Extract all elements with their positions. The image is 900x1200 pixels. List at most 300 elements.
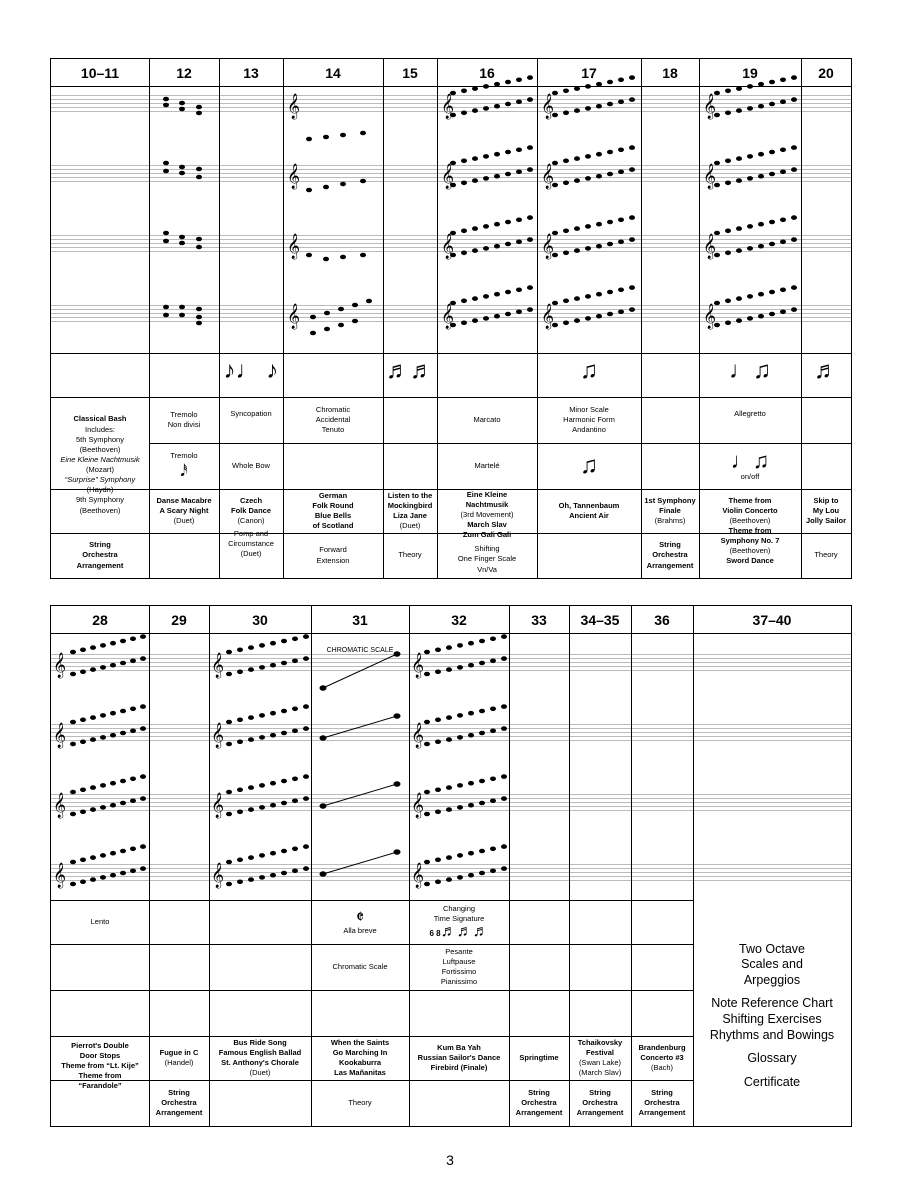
notehead: [516, 240, 522, 245]
notehead: [226, 790, 232, 795]
extras-cell: Theory: [348, 1097, 372, 1107]
notehead: [281, 871, 287, 876]
notehead: [292, 847, 298, 852]
notehead: [527, 307, 533, 312]
songs-cell: When the Saints Go Marching In Kookaburra Las Mañanitas: [330, 1037, 390, 1078]
svg-text:𝄞: 𝄞: [211, 723, 225, 748]
notehead: [607, 80, 613, 85]
notehead: [461, 251, 467, 256]
notehead: [607, 102, 613, 107]
notehead: [563, 299, 569, 304]
notehead: [483, 294, 489, 299]
notehead: [468, 781, 474, 786]
col-header: 17: [581, 64, 597, 81]
notehead: [90, 807, 96, 812]
notehead: [435, 648, 441, 653]
notehead: [292, 799, 298, 804]
notehead: [248, 715, 254, 720]
svg-text:𝄞: 𝄞: [211, 653, 225, 678]
notehead: [226, 650, 232, 655]
col-header: 15: [402, 64, 418, 81]
notehead: [618, 310, 624, 315]
notehead: [596, 292, 602, 297]
notehead: [585, 176, 591, 181]
notehead: [435, 718, 441, 723]
svg-text:𝄞: 𝄞: [53, 723, 67, 748]
notehead: [618, 218, 624, 223]
notehead: [725, 181, 731, 186]
notehead: [563, 321, 569, 326]
notehead: [90, 645, 96, 650]
notehead: [248, 737, 254, 742]
notehead: [80, 810, 86, 815]
notehead: [110, 663, 116, 668]
notehead: [769, 150, 775, 155]
notehead: [791, 167, 797, 172]
notehead: [70, 742, 76, 747]
notehead: [479, 779, 485, 784]
notehead: [457, 853, 463, 858]
notehead: [791, 75, 797, 80]
notehead: [479, 871, 485, 876]
notehead: [736, 248, 742, 253]
notehead: [585, 294, 591, 299]
notehead: [281, 709, 287, 714]
notehead: [270, 641, 276, 646]
notehead: [140, 866, 146, 871]
svg-text:𝄞: 𝄞: [411, 863, 425, 888]
notehead: [110, 803, 116, 808]
notehead: [585, 246, 591, 251]
notehead: [270, 781, 276, 786]
svg-text:𝄞: 𝄞: [541, 94, 555, 119]
notehead: [237, 718, 243, 723]
notehead: [90, 785, 96, 790]
extras-cell: Theory: [814, 550, 838, 560]
notehead: [483, 106, 489, 111]
notehead: [461, 181, 467, 186]
notehead: [292, 777, 298, 782]
notehead: [607, 172, 613, 177]
notehead: [501, 656, 507, 661]
notehead: [446, 785, 452, 790]
notehead: [468, 641, 474, 646]
notehead: [446, 715, 452, 720]
notehead: [505, 102, 511, 107]
notehead: [747, 106, 753, 111]
notehead: [527, 75, 533, 80]
notehead: [780, 310, 786, 315]
notehead: [303, 774, 309, 779]
notehead: [90, 855, 96, 860]
songs-cell: Oh, Tannenbaum Ancient Air: [558, 500, 620, 520]
songs-cell: Eine Kleine Nachtmusik (3rd Movement) March Slav Zum Gali Gali: [460, 489, 514, 540]
notehead: [780, 288, 786, 293]
notehead: [270, 803, 276, 808]
extras-cell: String Orchestra Arrangement: [76, 540, 124, 570]
notehead: [574, 156, 580, 161]
svg-text:𝄞: 𝄞: [441, 94, 455, 119]
notehead: [596, 244, 602, 249]
terms-cell: 𝄵 Alla breve: [343, 906, 377, 935]
notehead: [303, 866, 309, 871]
notehead: [483, 316, 489, 321]
notehead: [736, 178, 742, 183]
rhythm-figure: ♩♫: [729, 357, 771, 384]
svg-text:𝄞: 𝄞: [53, 793, 67, 818]
notehead: [90, 667, 96, 672]
svg-text:𝄞: 𝄞: [541, 304, 555, 329]
notehead: [563, 89, 569, 94]
notehead: [618, 240, 624, 245]
notehead: [483, 224, 489, 229]
notehead: [90, 715, 96, 720]
col-header: 20: [818, 64, 834, 81]
notehead: [527, 215, 533, 220]
songs-cell: 1st Symphony Finale (Brahms): [644, 495, 696, 526]
notehead: [629, 167, 635, 172]
notehead: [110, 781, 116, 786]
notehead: [563, 229, 569, 234]
notehead: [226, 812, 232, 817]
notation-top: [51, 59, 851, 349]
notehead: [226, 672, 232, 677]
notehead: [281, 639, 287, 644]
notehead: [501, 726, 507, 731]
notehead: [457, 735, 463, 740]
extras-cell: String Orchestra Arrangement: [576, 1087, 624, 1118]
notehead: [270, 711, 276, 716]
col-header: 14: [325, 64, 341, 81]
notehead: [110, 733, 116, 738]
notehead: [424, 812, 430, 817]
notehead: [563, 159, 569, 164]
rhythm-figure: ♪♩ ♪: [223, 357, 279, 384]
notehead: [110, 641, 116, 646]
notehead: [303, 726, 309, 731]
notehead: [226, 860, 232, 865]
notehead: [461, 299, 467, 304]
notehead: [769, 80, 775, 85]
notehead: [281, 661, 287, 666]
lesson-chart-bottom: [50, 605, 852, 1127]
notehead: [226, 720, 232, 725]
notehead: [618, 170, 624, 175]
notehead: [758, 222, 764, 227]
notehead: [574, 318, 580, 323]
col-header: 36: [654, 611, 670, 628]
svg-text:𝄞: 𝄞: [703, 234, 717, 259]
svg-text:𝄞: 𝄞: [411, 653, 425, 678]
notehead: [505, 312, 511, 317]
svg-text:𝄞: 𝄞: [53, 863, 67, 888]
notehead: [457, 665, 463, 670]
notehead: [527, 97, 533, 102]
notehead: [574, 178, 580, 183]
notehead: [70, 882, 76, 887]
col-header: 18: [662, 64, 678, 81]
notehead: [424, 672, 430, 677]
notehead: [270, 733, 276, 738]
notehead: [140, 774, 146, 779]
notehead: [769, 102, 775, 107]
songs-cell: Czech Folk Dance (Canon): [230, 495, 271, 526]
notehead: [490, 847, 496, 852]
notehead: [446, 807, 452, 812]
notehead: [472, 318, 478, 323]
notehead: [237, 788, 243, 793]
notehead: [259, 643, 265, 648]
notehead: [461, 229, 467, 234]
notehead: [747, 154, 753, 159]
notehead: [574, 248, 580, 253]
notehead: [505, 150, 511, 155]
notehead: [468, 663, 474, 668]
notehead: [248, 785, 254, 790]
notehead: [303, 656, 309, 661]
notehead: [780, 78, 786, 83]
songs-cell: Springtime: [519, 1052, 559, 1062]
svg-text:𝄞: 𝄞: [703, 94, 717, 119]
terms-cell: Chromatic Accidental Tenuto: [315, 404, 351, 435]
extras-cell: Shifting One Finger Scale Vn/Va: [457, 544, 517, 574]
notehead: [747, 294, 753, 299]
notehead: [574, 226, 580, 231]
terms-cell: Tremolo 𝅘𝅥𝅰: [170, 451, 198, 479]
notehead: [80, 740, 86, 745]
notehead: [505, 172, 511, 177]
notehead: [618, 78, 624, 83]
notehead: [281, 849, 287, 854]
notehead: [501, 844, 507, 849]
notehead: [303, 796, 309, 801]
notehead: [501, 704, 507, 709]
notehead: [259, 875, 265, 880]
notation-bottom: [51, 606, 851, 906]
notehead: [140, 844, 146, 849]
notehead: [596, 104, 602, 109]
notehead: [725, 229, 731, 234]
notehead: [769, 312, 775, 317]
notehead: [70, 672, 76, 677]
notehead: [237, 670, 243, 675]
notehead: [736, 226, 742, 231]
notehead: [237, 648, 243, 653]
svg-text:𝄞: 𝄞: [287, 164, 301, 189]
notehead: [725, 321, 731, 326]
svg-text:𝄞: 𝄞: [541, 164, 555, 189]
notehead: [270, 873, 276, 878]
notehead: [130, 729, 136, 734]
svg-text:𝄞: 𝄞: [441, 234, 455, 259]
notehead: [80, 670, 86, 675]
notehead: [100, 853, 106, 858]
notehead: [629, 97, 635, 102]
notehead: [574, 296, 580, 301]
svg-text:𝄞: 𝄞: [703, 304, 717, 329]
col-header: 37–40: [752, 611, 792, 628]
notehead: [303, 844, 309, 849]
svg-text:𝄞: 𝄞: [53, 653, 67, 678]
col-header: 29: [171, 611, 187, 628]
notehead: [468, 873, 474, 878]
notehead: [140, 634, 146, 639]
notehead: [120, 779, 126, 784]
notehead: [90, 877, 96, 882]
notehead: [758, 104, 764, 109]
notehead: [501, 634, 507, 639]
notehead: [140, 656, 146, 661]
notehead: [585, 154, 591, 159]
terms-cell: Martelé: [474, 460, 500, 470]
notehead: [457, 713, 463, 718]
notehead: [100, 665, 106, 670]
notehead: [490, 707, 496, 712]
rhythm-figure: ♬♬: [386, 357, 434, 384]
notehead: [479, 849, 485, 854]
notehead: [472, 248, 478, 253]
notehead: [769, 220, 775, 225]
notehead: [270, 851, 276, 856]
svg-text:𝄞: 𝄞: [287, 94, 301, 119]
notehead: [607, 290, 613, 295]
notehead: [100, 783, 106, 788]
notehead: [237, 740, 243, 745]
notehead: [237, 810, 243, 815]
col-header: 28: [92, 611, 108, 628]
notehead: [90, 737, 96, 742]
notehead: [259, 713, 265, 718]
notehead: [461, 111, 467, 116]
notehead: [435, 788, 441, 793]
col-header: 13: [243, 64, 259, 81]
notehead: [563, 251, 569, 256]
notehead: [607, 220, 613, 225]
svg-text:𝄞: 𝄞: [541, 234, 555, 259]
notehead: [780, 170, 786, 175]
notehead: [248, 877, 254, 882]
notehead: [791, 307, 797, 312]
songs-cell: Pierrot's Double Door Stops Theme from “Lt. Kije” Theme from “Farandole”: [61, 1040, 139, 1091]
notehead: [457, 805, 463, 810]
terms-cell: Whole Bow: [232, 460, 270, 470]
notehead: [629, 307, 635, 312]
notehead: [607, 150, 613, 155]
notehead: [259, 665, 265, 670]
notehead: [516, 78, 522, 83]
notehead: [791, 97, 797, 102]
extras-cell: String Orchestra Arrangement: [515, 1087, 563, 1118]
notehead: [747, 224, 753, 229]
notehead: [446, 667, 452, 672]
notehead: [736, 108, 742, 113]
notehead: [130, 707, 136, 712]
notehead: [516, 310, 522, 315]
notehead: [120, 801, 126, 806]
notehead: [70, 650, 76, 655]
notehead: [505, 242, 511, 247]
notehead: [791, 215, 797, 220]
col-header: 33: [531, 611, 547, 628]
notehead: [629, 75, 635, 80]
terms-cell: Syncopation: [230, 408, 272, 418]
notehead: [457, 643, 463, 648]
notehead: [237, 858, 243, 863]
notehead: [292, 729, 298, 734]
notehead: [527, 167, 533, 172]
notehead: [435, 810, 441, 815]
notehead: [281, 731, 287, 736]
notehead: [483, 154, 489, 159]
notehead: [747, 176, 753, 181]
notehead: [120, 871, 126, 876]
notehead: [629, 145, 635, 150]
songs-cell: Fugue in C (Handel): [159, 1047, 199, 1067]
rhythm-figure: ♬: [814, 357, 838, 384]
notehead: [791, 237, 797, 242]
notehead: [446, 855, 452, 860]
notehead: [248, 807, 254, 812]
notehead: [501, 866, 507, 871]
notehead: [472, 156, 478, 161]
notehead: [791, 285, 797, 290]
notehead: [259, 805, 265, 810]
notehead: [140, 704, 146, 709]
notehead: [758, 292, 764, 297]
notehead: [424, 860, 430, 865]
notehead: [259, 853, 265, 858]
notehead: [618, 100, 624, 105]
notehead: [100, 713, 106, 718]
chromatic-scale-label: CHROMATIC SCALE: [326, 647, 394, 655]
notehead: [501, 796, 507, 801]
notehead: [457, 783, 463, 788]
terms-cell: Tremolo Non divisi: [167, 409, 201, 429]
notehead: [292, 659, 298, 664]
terms-cell: Lento: [90, 916, 110, 926]
col-header: 31: [352, 611, 368, 628]
svg-text:𝄞: 𝄞: [287, 304, 301, 329]
notehead: [725, 159, 731, 164]
songs-cell: Listen to the Mockingbird Liza Jane (Duet): [387, 490, 433, 531]
notehead: [769, 242, 775, 247]
svg-text:𝄞: 𝄞: [211, 793, 225, 818]
notehead: [791, 145, 797, 150]
songs-cell: Brandenburg Concerto #3 (Bach): [638, 1042, 686, 1073]
notehead: [424, 720, 430, 725]
notehead: [130, 799, 136, 804]
notehead: [424, 790, 430, 795]
notehead: [472, 178, 478, 183]
songs-cell: Skip to My Lou Jolly Sailor: [805, 495, 847, 526]
rhythm-figure: ♫: [580, 357, 598, 384]
notehead: [226, 742, 232, 747]
notehead: [461, 89, 467, 94]
notehead: [259, 735, 265, 740]
svg-text:𝄞: 𝄞: [411, 793, 425, 818]
notehead: [629, 285, 635, 290]
notehead: [110, 851, 116, 856]
svg-text:𝄞: 𝄞: [211, 863, 225, 888]
notehead: [468, 711, 474, 716]
notehead: [505, 290, 511, 295]
notehead: [424, 882, 430, 887]
svg-text:𝄞: 𝄞: [287, 234, 301, 259]
songs-cell: Danse Macabre A Scary Night (Duet): [156, 495, 212, 526]
notehead: [424, 650, 430, 655]
notehead: [758, 174, 764, 179]
terms-cell: Allegretto: [734, 408, 766, 418]
